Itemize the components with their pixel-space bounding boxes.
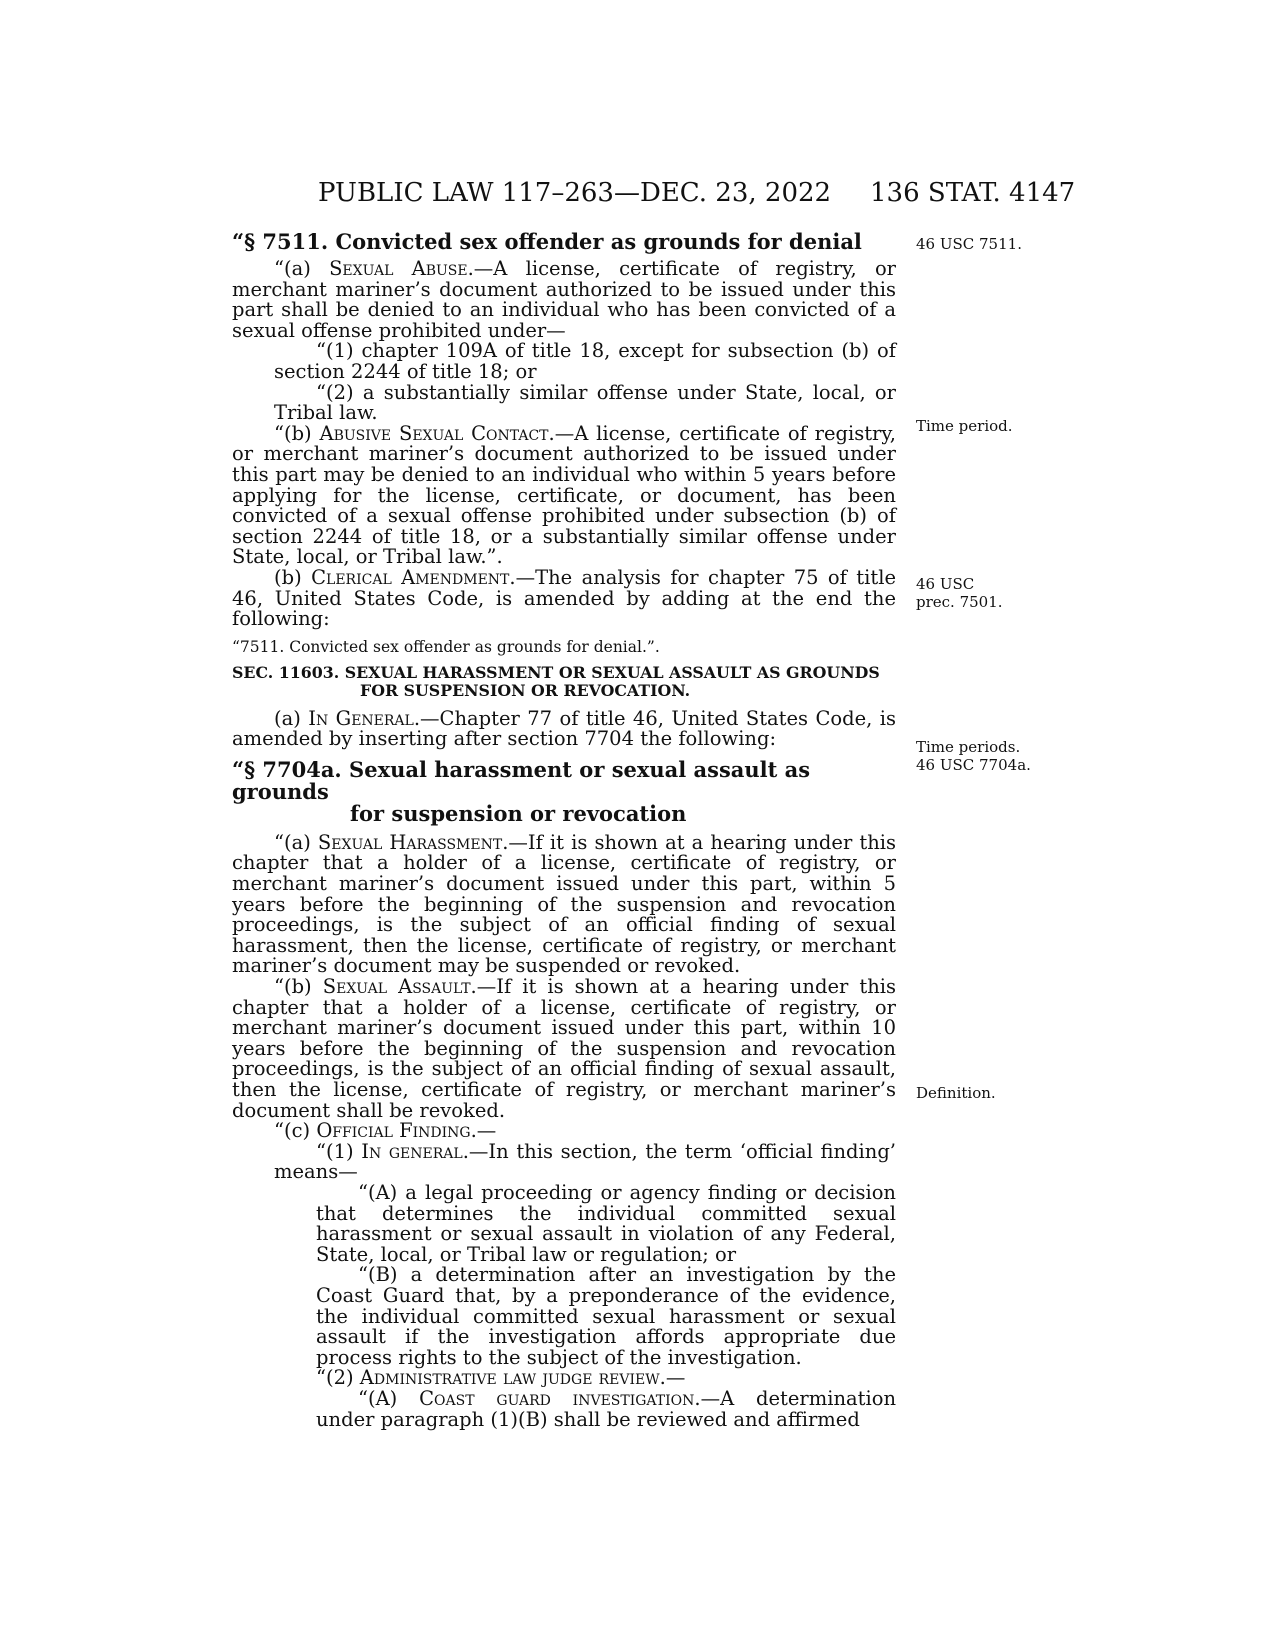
section-7704a-subparagraph-c2A: “(A) Coast guard investigation.—A determination under paragraph (1)(B) shall be reviewed and affirmed [316, 1386, 897, 1431]
margin-note-definition: Definition. [916, 1084, 996, 1102]
section-7511-paragraph-2: “(2) a substantially similar offense under State, local, or Tribal law. [274, 380, 896, 425]
section-7704a-paragraph-c2: “(2) Administrative law judge review.— [316, 1366, 686, 1390]
table-of-contents-entry: “7511. Convicted sex offender as grounds for denial.”. [232, 637, 660, 656]
section-7704a-heading: “§ 7704a. Sexual harassment or sexual assault as grounds for suspension or revocation [232, 756, 811, 826]
section-7511-heading: “§ 7511. Convicted sex offender as grounds for denial [232, 229, 862, 254]
sec-11603-title: SEC. 11603. SEXUAL HARASSMENT OR SEXUAL ASSAULT AS GROUNDS FOR SUSPENSION OR REVOCATION. [232, 662, 880, 701]
margin-note-time-periods-7704a: Time periods. 46 USC 7704a. [916, 738, 1031, 774]
section-7704a-subsection-b: “(b) Sexual Assault.—If it is shown at a hearing under this chapter that a holder of a license, certificate of registry, or merchant mariner’s document issued under this part, within 10 years before the beginning of the suspension and revocation proceedings, is the subject of an official finding of sexual assault, then the license, certificate of registry, or merchant mariner’s document shall be revoked. [232, 975, 897, 1122]
page-body [232, 231, 896, 1430]
clerical-amendment: (b) Clerical Amendment.—The analysis for chapter 75 of title 46, United States Code, is amended by adding at the end the following: [232, 565, 896, 631]
section-7511-paragraph-1: “(1) chapter 109A of title 18, except for subsection (b) of section 2244 of title 18; or [274, 339, 896, 383]
section-7704a-subparagraph-c1B: “(B) a determination after an investigation by the Coast Guard that, by a preponderance of the evidence, the individual committed sexual harassment or sexual assault if the investigation affords appropriate due process rights to the subject of the investigation. [316, 1263, 896, 1369]
margin-note-46-usc-prec-7501: 46 USC prec. 7501. [916, 575, 1003, 611]
page-number: 136 STAT. 4147 [870, 178, 1076, 208]
section-7511-subsection-a: “(a) Sexual Abuse.—A license, certificate of registry, or merchant mariner’s document authorized to be issued under this part shall be denied to an individual who has been convicted of a sexual offense prohibited under— [232, 257, 897, 342]
section-7704a-subsection-c: “(c) Official Finding.— [274, 1119, 497, 1143]
section-7511-subsection-b: “(b) Abusive Sexual Contact.—A license, certificate of registry, or merchant mariner’s document authorized to be issued under this part may be denied to an individual who within 5 years before applying for the license, certificate, or document, has been convicted of a sexual offense prohibited under subsection (b) of section 2244 of title 18, or a substantially similar offense under State, local, or Tribal law.”. [232, 421, 896, 569]
running-header-left: PUBLIC LAW 117–263—DEC. 23, 2022 [318, 178, 832, 208]
margin-note-time-period: Time period. [916, 417, 1013, 435]
section-7704a-subsection-a: “(a) Sexual Harassment.—If it is shown at a hearing under this chapter that a holder of a license, certificate of registry, or merchant mariner’s document issued under this part, within 5 years before the beginning of the suspension and revocation proceedings, is the subject of an official finding of sexual harassment, then the license, certificate of registry, or merchant mariner’s document may be suspended or revoked. [232, 830, 897, 978]
sec-11603-subsection-a: (a) In General.—Chapter 77 of title 46, United States Code, is amended by inserting after section 7704 the following: [232, 706, 896, 751]
margin-note-46-usc-7511: 46 USC 7511. [916, 235, 1022, 253]
section-7704a-subparagraph-c1A: “(A) a legal proceeding or agency finding or decision that determines the individual committed sexual harassment or sexual assault in violation of any Federal, State, local, or Tribal law or regulation; or [316, 1180, 896, 1266]
section-7704a-paragraph-c1: “(1) In general.—In this section, the term ‘official finding’ means— [274, 1139, 896, 1184]
